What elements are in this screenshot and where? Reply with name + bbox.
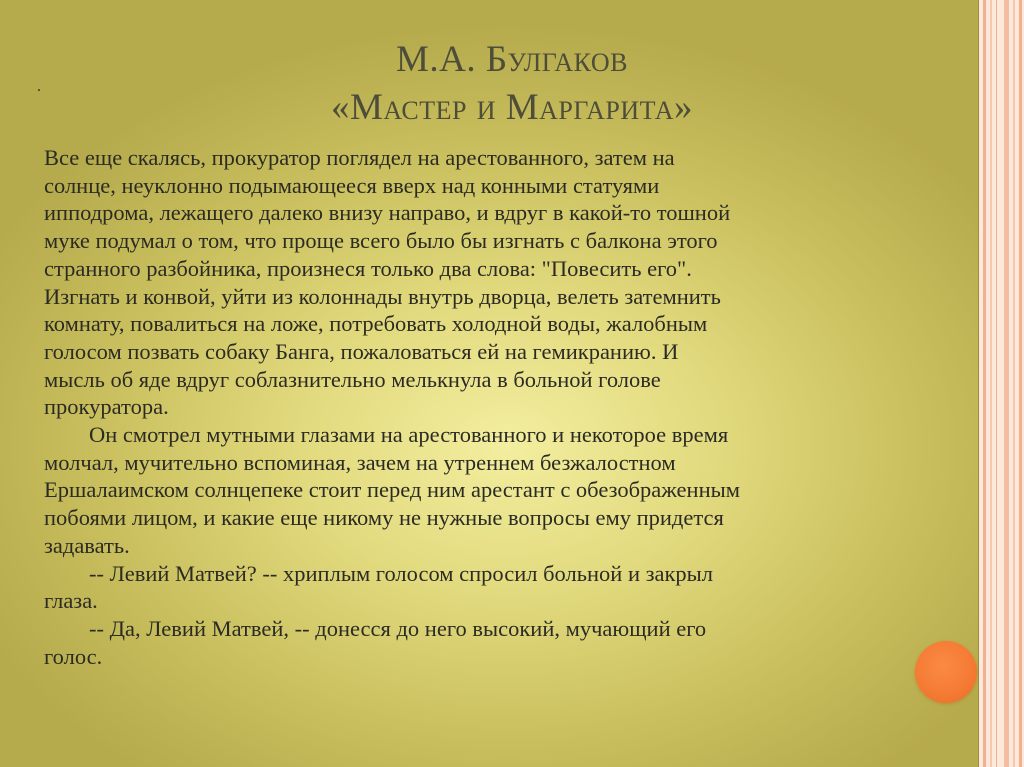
text-line: Ершалаимском солнцепеке стоит перед ним арестант с обезображенным xyxy=(44,477,740,503)
text-line: муке подумал о том, что проще всего было бы изгнать с балкона этого xyxy=(44,228,718,254)
text-line: молчал, мучительно вспоминая, зачем на утреннем безжалостном xyxy=(44,449,676,475)
title-work: «Мастер и Маргарита» xyxy=(331,87,693,128)
text-line: голосом позвать собаку Банга, пожаловаться ей на гемикранию. И xyxy=(44,338,679,364)
excerpt-text xyxy=(44,144,944,670)
text-line: -- Левий Матвей? -- хриплым голосом спросил больной и закрыл xyxy=(44,560,714,586)
text-line: ипподрома, лежащего далеко внизу направо, и вдруг в какой-то тошной xyxy=(44,200,731,226)
text-line: Изгнать и конвой, уйти из колоннады внутрь дворца, велеть затемнить xyxy=(44,283,721,309)
text-line: Все еще скалясь, прокуратор поглядел на арестованного, затем на xyxy=(44,145,675,170)
title-author: М.А. Булгаков xyxy=(395,39,628,80)
bullet-marker: . xyxy=(37,78,41,95)
text-line: глаза. xyxy=(44,588,98,614)
text-line: солнце, неуклонно подымающееся вверх над конными статуями xyxy=(44,172,660,198)
text-line: мысль об яде вдруг соблазнительно мелькнула в больной голове xyxy=(44,366,661,392)
text-line: побоями лицом, и какие еще никому не нужные вопросы ему придется xyxy=(44,505,724,531)
text-line: голос. xyxy=(44,643,103,669)
text-line: странного разбойника, произнеся только два слова: "Повесить его". xyxy=(44,255,692,281)
text-line: прокуратора. xyxy=(44,394,169,420)
text-line: задавать. xyxy=(44,532,130,558)
text-line: Он смотрел мутными глазами на арестованного и некоторое время xyxy=(44,422,729,448)
text-line: -- Да, Левий Матвей, -- донесся до него высокий, мучающий его xyxy=(44,615,707,641)
text-line: комнату, повалиться на ложе, потребовать холодной воды, жалобным xyxy=(44,311,708,337)
slide-title xyxy=(0,36,1024,132)
